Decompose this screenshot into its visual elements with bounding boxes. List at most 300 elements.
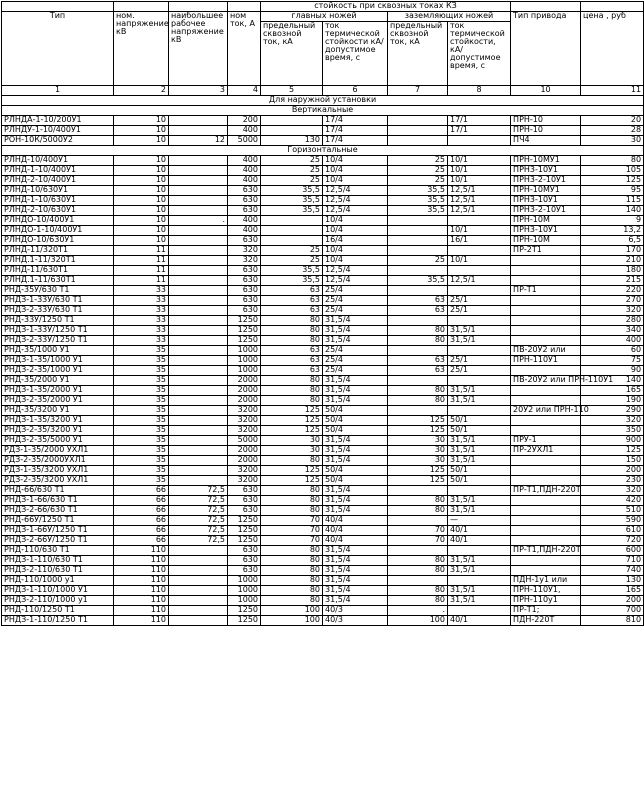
cell-type: РДЗ-1-35/2000 УХЛ1 xyxy=(2,446,114,456)
cell-max-voltage: 72,5 xyxy=(169,486,228,496)
header-thermal-ground: ток термической стойкости, кА/ допустимое время, с xyxy=(448,22,511,86)
cell-limit-current-ground: 125 xyxy=(388,466,448,476)
cell-drive: ПР-Т1,ПДН-220Т xyxy=(511,546,581,556)
header-limit-current-main: предельный сквозной ток, кА xyxy=(261,22,323,86)
table-row xyxy=(2,176,644,186)
cell-nom-current: 3200 xyxy=(228,416,261,426)
cell-nom-voltage: 10 xyxy=(114,196,169,206)
table-row xyxy=(2,606,644,616)
cell-limit-current-main: 70 xyxy=(261,526,323,536)
cell-drive: ПДН-1у1 или xyxy=(511,576,581,586)
cell-price: 740 xyxy=(581,566,644,576)
table-row xyxy=(2,266,644,276)
cell-nom-voltage: 33 xyxy=(114,286,169,296)
cell-limit-current-ground xyxy=(388,576,448,586)
cell-nom-current: 1000 xyxy=(228,346,261,356)
cell-thermal-ground: 50/1 xyxy=(448,466,511,476)
cell-limit-current-main xyxy=(261,236,323,246)
cell-type: РНД-66У/1250 Т1 xyxy=(2,516,114,526)
cell-max-voltage xyxy=(169,196,228,206)
cell-type: РЛНД-10/400У1 xyxy=(2,156,114,166)
cell-max-voltage xyxy=(169,386,228,396)
cell-thermal-main: 17/4 xyxy=(323,126,388,136)
cell-thermal-ground xyxy=(448,246,511,256)
cell-limit-current-main: 35,5 xyxy=(261,186,323,196)
table-row xyxy=(2,296,644,306)
cell-price: 720 xyxy=(581,536,644,546)
cell-limit-current-ground xyxy=(388,216,448,226)
table-row xyxy=(2,126,644,136)
col-number: 1 xyxy=(2,86,114,96)
cell-type: РЛНД-2-10/400У1 xyxy=(2,176,114,186)
cell-drive: ПРН-10М xyxy=(511,216,581,226)
table-row xyxy=(2,286,644,296)
cell-limit-current-main: 63 xyxy=(261,306,323,316)
cell-drive xyxy=(511,476,581,486)
cell-limit-current-main: 70 xyxy=(261,516,323,526)
cell-nom-current: 1000 xyxy=(228,596,261,606)
cell-limit-current-ground: 80 xyxy=(388,506,448,516)
cell-limit-current-ground xyxy=(388,286,448,296)
section-vertical: Вертикальные xyxy=(2,106,644,116)
cell-drive xyxy=(511,296,581,306)
cell-price: 900 xyxy=(581,436,644,446)
table-row xyxy=(2,216,644,226)
table-row xyxy=(2,566,644,576)
cell-max-voltage xyxy=(169,576,228,586)
cell-price: 30 xyxy=(581,136,644,146)
cell-thermal-ground: 17/1 xyxy=(448,126,511,136)
cell-thermal-main: 10/4 xyxy=(323,246,388,256)
cell-nom-current: 320 xyxy=(228,246,261,256)
cell-thermal-ground xyxy=(448,546,511,556)
cell-limit-current-main: 35,5 xyxy=(261,266,323,276)
cell-price: 150 xyxy=(581,456,644,466)
cell-thermal-ground: 50/1 xyxy=(448,476,511,486)
table-row xyxy=(2,506,644,516)
cell-thermal-main: 31,5/4 xyxy=(323,436,388,446)
cell-price: 215 xyxy=(581,276,644,286)
cell-limit-current-ground: 80 xyxy=(388,396,448,406)
cell-limit-current-ground: 35,5 xyxy=(388,186,448,196)
cell-max-voltage xyxy=(169,276,228,286)
cell-type: РНДЗ-1-35/3200 У1 xyxy=(2,416,114,426)
cell-limit-current-main: 30 xyxy=(261,446,323,456)
cell-limit-current-main: 125 xyxy=(261,466,323,476)
col-number: 5 xyxy=(261,86,323,96)
cell-price: 210 xyxy=(581,256,644,266)
cell-limit-current-ground xyxy=(388,376,448,386)
table-row xyxy=(2,596,644,606)
cell-max-voltage xyxy=(169,476,228,486)
cell-price: 20 xyxy=(581,116,644,126)
cell-nom-current: 3200 xyxy=(228,466,261,476)
cell-thermal-ground: 31,5/1 xyxy=(448,586,511,596)
cell-nom-current: 630 xyxy=(228,546,261,556)
cell-drive xyxy=(511,416,581,426)
cell-nom-voltage: 35 xyxy=(114,446,169,456)
cell-limit-current-ground: 25 xyxy=(388,166,448,176)
cell-nom-voltage: 66 xyxy=(114,516,169,526)
cell-price: 320 xyxy=(581,416,644,426)
cell-drive: ПРН-110У1 xyxy=(511,356,581,366)
cell-drive xyxy=(511,336,581,346)
cell-nom-current: 3200 xyxy=(228,426,261,436)
cell-max-voltage xyxy=(169,616,228,626)
cell-max-voltage: 72,5 xyxy=(169,516,228,526)
cell-price: 125 xyxy=(581,446,644,456)
cell-nom-voltage: 66 xyxy=(114,536,169,546)
header-drive: Тип привода xyxy=(511,12,581,86)
cell-nom-current: 630 xyxy=(228,556,261,566)
cell-limit-current-ground: 80 xyxy=(388,326,448,336)
cell-limit-current-ground xyxy=(388,226,448,236)
cell-limit-current-main: 25 xyxy=(261,156,323,166)
cell-price: 320 xyxy=(581,306,644,316)
header-thermal-main: ток термической стойкости кА/допустимое время, с xyxy=(323,22,388,86)
cell-nom-voltage: 10 xyxy=(114,166,169,176)
header-blank xyxy=(169,2,228,12)
cell-nom-current: 2000 xyxy=(228,386,261,396)
cell-nom-voltage: 110 xyxy=(114,586,169,596)
cell-type: РОН-10К/5000У2 xyxy=(2,136,114,146)
cell-thermal-ground: 40/1 xyxy=(448,536,511,546)
cell-thermal-main: 40/3 xyxy=(323,616,388,626)
cell-nom-current: 400 xyxy=(228,156,261,166)
table-row xyxy=(2,316,644,326)
cell-limit-current-main: 80 xyxy=(261,496,323,506)
col-number: 10 xyxy=(511,86,581,96)
cell-thermal-main: 17/4 xyxy=(323,136,388,146)
cell-price: 290 xyxy=(581,406,644,416)
cell-max-voltage xyxy=(169,286,228,296)
cell-max-voltage xyxy=(169,606,228,616)
cell-nom-current: 3200 xyxy=(228,476,261,486)
cell-limit-current-main: 80 xyxy=(261,546,323,556)
cell-max-voltage xyxy=(169,426,228,436)
cell-limit-current-ground: 80 xyxy=(388,586,448,596)
cell-nom-current: 2000 xyxy=(228,396,261,406)
cell-max-voltage xyxy=(169,446,228,456)
cell-price: 125 xyxy=(581,176,644,186)
cell-nom-voltage: 10 xyxy=(114,136,169,146)
cell-thermal-main: 12,5/4 xyxy=(323,196,388,206)
cell-type: РНДЗ-1-110/630 Т1 xyxy=(2,556,114,566)
cell-thermal-main: 25/4 xyxy=(323,366,388,376)
table-row xyxy=(2,546,644,556)
cell-max-voltage xyxy=(169,436,228,446)
cell-thermal-main: 31,5/4 xyxy=(323,456,388,466)
cell-max-voltage xyxy=(169,366,228,376)
table-row xyxy=(2,446,644,456)
cell-type: РНД-35У/630 Т1 xyxy=(2,286,114,296)
table-row xyxy=(2,376,644,386)
table-row xyxy=(2,206,644,216)
cell-price: 590 xyxy=(581,516,644,526)
header-blank xyxy=(581,2,644,12)
cell-limit-current-ground: 30 xyxy=(388,436,448,446)
header-nom-voltage: ном. напряжение кВ xyxy=(114,12,169,86)
cell-limit-current-main: 80 xyxy=(261,376,323,386)
cell-limit-current-ground: 35,5 xyxy=(388,196,448,206)
cell-thermal-ground: 16/1 xyxy=(448,236,511,246)
cell-max-voltage xyxy=(169,306,228,316)
cell-nom-voltage: 110 xyxy=(114,546,169,556)
cell-limit-current-main: 35,5 xyxy=(261,206,323,216)
table-row xyxy=(2,536,644,546)
cell-max-voltage xyxy=(169,206,228,216)
cell-thermal-main: 31,5/4 xyxy=(323,496,388,506)
cell-nom-voltage: 35 xyxy=(114,436,169,446)
cell-max-voltage: 72,5 xyxy=(169,506,228,516)
cell-price: 90 xyxy=(581,366,644,376)
cell-nom-voltage: 11 xyxy=(114,246,169,256)
cell-drive xyxy=(511,456,581,466)
cell-type: РЛНД.1-11/630Т1 xyxy=(2,276,114,286)
cell-price: 810 xyxy=(581,616,644,626)
cell-nom-current: 400 xyxy=(228,216,261,226)
cell-limit-current-main xyxy=(261,126,323,136)
cell-type: РЛНДУ-1-10/400У1 xyxy=(2,126,114,136)
cell-limit-current-ground xyxy=(388,236,448,246)
cell-thermal-ground: 31,5/1 xyxy=(448,456,511,466)
cell-thermal-ground: 50/1 xyxy=(448,416,511,426)
cell-nom-current: 630 xyxy=(228,186,261,196)
cell-price: 510 xyxy=(581,506,644,516)
cell-type: РНД-66/630 Т1 xyxy=(2,486,114,496)
cell-limit-current-ground: 100 xyxy=(388,616,448,626)
cell-type: РНДЗ-1-33У/630 Т1 xyxy=(2,296,114,306)
cell-limit-current-ground xyxy=(388,406,448,416)
cell-drive xyxy=(511,526,581,536)
cell-limit-current-ground: 63 xyxy=(388,356,448,366)
cell-drive: ПРН-10МУ1 xyxy=(511,156,581,166)
cell-limit-current-main: 25 xyxy=(261,166,323,176)
cell-type: РНД-35/3200 У1 xyxy=(2,406,114,416)
cell-nom-current: 630 xyxy=(228,496,261,506)
cell-nom-current: 1250 xyxy=(228,616,261,626)
cell-type: РНДЗ-1-110/1000 У1 xyxy=(2,586,114,596)
cell-thermal-ground: 12,5/1 xyxy=(448,196,511,206)
cell-thermal-main: 50/4 xyxy=(323,476,388,486)
cell-nom-current: 200 xyxy=(228,116,261,126)
table-row xyxy=(2,196,644,206)
cell-limit-current-ground xyxy=(388,266,448,276)
cell-nom-voltage: 35 xyxy=(114,466,169,476)
cell-nom-current: 400 xyxy=(228,126,261,136)
cell-nom-current: 2000 xyxy=(228,456,261,466)
cell-price: 710 xyxy=(581,556,644,566)
cell-limit-current-main: 125 xyxy=(261,476,323,486)
section-outdoor: Для наружной установки xyxy=(2,96,644,106)
cell-limit-current-main: 25 xyxy=(261,256,323,266)
cell-thermal-main: 31,5/4 xyxy=(323,316,388,326)
cell-type: РНДЗ-2-110/1000 у1 xyxy=(2,596,114,606)
header-blank xyxy=(2,2,114,12)
cell-type: РНДЗ-1-66/630 Т1 xyxy=(2,496,114,506)
table-row xyxy=(2,556,644,566)
header-blank xyxy=(511,2,581,12)
cell-nom-current: 1250 xyxy=(228,336,261,346)
cell-limit-current-main: 130 xyxy=(261,136,323,146)
cell-type: РНДЗ-2-35/2000 У1 xyxy=(2,396,114,406)
cell-thermal-main: 12,5/4 xyxy=(323,276,388,286)
cell-type: РНДЗ-1-33У/1250 Т1 xyxy=(2,326,114,336)
col-number: 2 xyxy=(114,86,169,96)
table-row xyxy=(2,276,644,286)
cell-thermal-ground: 31,5/1 xyxy=(448,446,511,456)
cell-limit-current-main: 80 xyxy=(261,586,323,596)
cell-nom-current: 1250 xyxy=(228,536,261,546)
cell-limit-current-ground: 70 xyxy=(388,526,448,536)
cell-nom-current: 1250 xyxy=(228,316,261,326)
cell-limit-current-main: 80 xyxy=(261,506,323,516)
section-horizontal: Горизонтальные xyxy=(2,146,644,156)
cell-drive xyxy=(511,396,581,406)
cell-limit-current-main: 30 xyxy=(261,436,323,446)
cell-limit-current-ground: 35,5 xyxy=(388,276,448,286)
table-row xyxy=(2,356,644,366)
cell-thermal-main: 31,5/4 xyxy=(323,446,388,456)
cell-drive: ПРУ-1 xyxy=(511,436,581,446)
col-number: 8 xyxy=(448,86,511,96)
cell-thermal-ground xyxy=(448,266,511,276)
cell-max-voltage xyxy=(169,356,228,366)
cell-max-voltage xyxy=(169,256,228,266)
cell-price: 190 xyxy=(581,396,644,406)
cell-thermal-ground xyxy=(448,376,511,386)
cell-limit-current-main: 80 xyxy=(261,316,323,326)
cell-limit-current-ground: 63 xyxy=(388,306,448,316)
cell-thermal-ground: 25/1 xyxy=(448,306,511,316)
cell-max-voltage xyxy=(169,406,228,416)
cell-price: 165 xyxy=(581,386,644,396)
cell-max-voltage xyxy=(169,116,228,126)
cell-thermal-ground: 12,5/1 xyxy=(448,186,511,196)
table-row xyxy=(2,306,644,316)
cell-nom-voltage: 110 xyxy=(114,606,169,616)
cell-limit-current-main: 80 xyxy=(261,576,323,586)
table-row xyxy=(2,586,644,596)
cell-nom-current: 1000 xyxy=(228,356,261,366)
cell-limit-current-ground: 70 xyxy=(388,536,448,546)
cell-limit-current-ground: . xyxy=(388,606,448,616)
cell-price: 13,2 xyxy=(581,226,644,236)
cell-limit-current-main xyxy=(261,116,323,126)
cell-limit-current-main: 35,5 xyxy=(261,196,323,206)
cell-type: РНД-33У/1250 Т1 xyxy=(2,316,114,326)
cell-price: 280 xyxy=(581,316,644,326)
cell-price: 28 xyxy=(581,126,644,136)
cell-thermal-ground: 12,5/1 xyxy=(448,206,511,216)
cell-thermal-main: 25/4 xyxy=(323,346,388,356)
cell-price: 140 xyxy=(581,376,644,386)
header-blank xyxy=(114,2,169,12)
cell-type: РНД-110/1250 Т1 xyxy=(2,606,114,616)
table-row xyxy=(2,236,644,246)
cell-type: РНДЗ-2-35/5000 У1 xyxy=(2,436,114,446)
cell-nom-current: 320 xyxy=(228,256,261,266)
cell-drive: ПВ-20У2 или ПРН-110У1 xyxy=(511,376,581,386)
cell-limit-current-ground: 25 xyxy=(388,156,448,166)
cell-drive xyxy=(511,466,581,476)
cell-nom-voltage: 10 xyxy=(114,236,169,246)
cell-limit-current-ground: 125 xyxy=(388,416,448,426)
cell-thermal-main: 40/3 xyxy=(323,606,388,616)
cell-type: РЛНД-11/320Т1 xyxy=(2,246,114,256)
cell-limit-current-ground: 35,5 xyxy=(388,206,448,216)
cell-thermal-main: 25/4 xyxy=(323,286,388,296)
cell-nom-voltage: 110 xyxy=(114,616,169,626)
cell-price: 60 xyxy=(581,346,644,356)
table-row xyxy=(2,456,644,466)
cell-price: 6,5 xyxy=(581,236,644,246)
cell-drive xyxy=(511,506,581,516)
cell-price: 420 xyxy=(581,496,644,506)
cell-nom-voltage: 35 xyxy=(114,476,169,486)
cell-thermal-main: 12,5/4 xyxy=(323,186,388,196)
table-row xyxy=(2,476,644,486)
cell-drive: ПРН3-10У1 xyxy=(511,196,581,206)
cell-nom-voltage: 35 xyxy=(114,346,169,356)
cell-limit-current-ground: 125 xyxy=(388,476,448,486)
cell-max-voltage xyxy=(169,176,228,186)
cell-thermal-ground: 25/1 xyxy=(448,296,511,306)
cell-limit-current-ground: 63 xyxy=(388,296,448,306)
cell-max-voltage xyxy=(169,596,228,606)
cell-price: 180 xyxy=(581,266,644,276)
cell-limit-current-main: 80 xyxy=(261,486,323,496)
cell-nom-current: 630 xyxy=(228,236,261,246)
header-nom-current: ном ток, А xyxy=(228,12,261,86)
cell-type: РНД-35/1000 У1 xyxy=(2,346,114,356)
cell-thermal-ground: 31,5/1 xyxy=(448,506,511,516)
cell-drive: ПР-Т1,ПДН-220Т xyxy=(511,486,581,496)
cell-drive: ПР-2УХЛ1 xyxy=(511,446,581,456)
cell-limit-current-ground: 25 xyxy=(388,256,448,266)
cell-drive: ПРН3-10У1 xyxy=(511,226,581,236)
cell-max-voltage xyxy=(169,166,228,176)
table-row xyxy=(2,336,644,346)
cell-thermal-ground: 31,5/1 xyxy=(448,386,511,396)
cell-thermal-main: 50/4 xyxy=(323,406,388,416)
col-number: 6 xyxy=(323,86,388,96)
cell-price: 75 xyxy=(581,356,644,366)
table-row xyxy=(2,406,644,416)
cell-thermal-main: 40/4 xyxy=(323,526,388,536)
cell-type: РЛНДО-1-10/400У1 xyxy=(2,226,114,236)
cell-thermal-ground: 10/1 xyxy=(448,156,511,166)
cell-thermal-main: 10/4 xyxy=(323,226,388,236)
cell-drive xyxy=(511,536,581,546)
cell-nom-current: 1000 xyxy=(228,576,261,586)
table-row xyxy=(2,116,644,126)
cell-limit-current-main: 100 xyxy=(261,616,323,626)
cell-limit-current-main: 125 xyxy=(261,416,323,426)
cell-thermal-ground: 10/1 xyxy=(448,166,511,176)
cell-type: РЛНДО-10/630У1 xyxy=(2,236,114,246)
cell-max-voltage: 72,5 xyxy=(169,536,228,546)
cell-type: РЛНД-2-10/630У1 xyxy=(2,206,114,216)
cell-type: РНДЗ-1-110/1250 Т1 xyxy=(2,616,114,626)
cell-max-voltage xyxy=(169,396,228,406)
cell-price: 220 xyxy=(581,286,644,296)
cell-drive xyxy=(511,566,581,576)
cell-drive: 20У2 или ПРН-110 xyxy=(511,406,581,416)
cell-nom-voltage: 110 xyxy=(114,556,169,566)
cell-price: 130 xyxy=(581,576,644,586)
cell-nom-voltage: 35 xyxy=(114,426,169,436)
